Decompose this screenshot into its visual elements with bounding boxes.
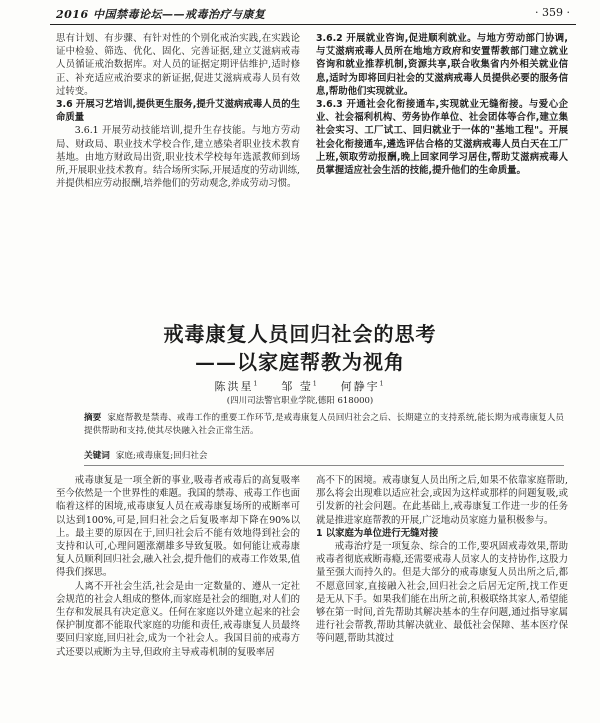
paragraph: 高不下的困境。戒毒康复人员出所之后,如果不依靠家庭帮助,那么将会出现难以适应社会,或因为这样或那样的问题复吸,或引发新的社会问题。在此基础上,戒毒康复工作进一步的任务就是推进家庭帮教的开展,广泛地动员家庭力量积极参与。	[316, 475, 568, 526]
abstract-separator	[84, 465, 564, 466]
paragraph: 戒毒康复是一项全新的事业,吸毒者戒毒后的高复吸率至今依然是一个世界性的难题。我国的禁毒、戒毒工作也面临着这样的困境,戒毒康复人员在戒毒康复场所的戒断率可以达到100%,可是,回归社会之后复吸率却下降在90%以上。最主要的原因在于,回归社会后不能有效地得到社会的支持和认可,心理问题涨潮雄多导致复吸。如何能让戒毒康复人员顺利回归社会,融入社会,提升他们的戒毒工作效果,值得我们探思。	[56, 475, 300, 579]
section-heading: 3.6.2 开展就业咨询,促进顺利就业。与地方劳动部门协调,与艾滋病戒毒人员所在地地方政府和安置帮教部门建立就业咨询和就业推荐机制,资源共享,联合收集省内外相关就业信息,适时为即将回归社会的艾滋病戒毒人员提供必要的服务信息,帮助他们实现就业。	[316, 33, 568, 97]
author-name: 邹 莹	[281, 380, 313, 393]
paragraph: 3.6.1 开展劳动技能培训,提升生存技能。与地方劳动局、财政局、职业技术学校合作,建立感染者职业技术教育基地。由地方财政局出资,职业技术学校每年选派教师到场所,开展职业技术教育。结合场所实际,开展适度的劳动训练,并提供相应劳动报酬,培养他们的劳动观念,养成劳动习惯。	[56, 125, 300, 190]
author-name: 陈洪星	[214, 380, 254, 393]
author-name: 何静宇	[340, 380, 380, 393]
body-right-column	[316, 474, 568, 646]
paragraph: 人离不开社会生活,社会是由一定数量的、遵从一定社会规范的社会人组成的整体,而家庭是社会的细胞,对人们的生存和发展具有决定意义。任何在家庭以外建立起来的社会保护制度都不能取代家庭的功能和责任,戒毒康复人员最终要回归家庭,回归社会,成为一个社会人。我国目前的戒毒方式还要以戒断为主导,但政府主导戒毒机制的复吸率居	[56, 580, 300, 658]
abstract	[84, 412, 564, 438]
section-heading: 3.6.3 开通社会化衔接通车,实现就业无缝衔接。与爱心企业、社会福利机构、劳务协作单位、社会团体等合作,建立集社会实习、工厂试工、回归就业于一体的"基地工程"。开展社会化衔接通车,遴选评估合格的艾滋病戒毒人员白天在工厂上班,领取劳动报酬,晚上回家同学习居住,帮助艾滋病戒毒人员掌握适应社会生活的技能,提升他们的生命质量。	[316, 99, 568, 177]
top-left-column	[56, 32, 300, 190]
author-mark: 1	[312, 380, 319, 388]
abstract-label: 摘要	[84, 413, 102, 423]
keywords-text: 家庭;戒毒康复;回归社会	[115, 451, 208, 461]
paragraph: 戒毒治疗是一项复杂、综合的工作,要巩固戒毒效果,帮助戒毒者彻底戒断毒瘾,还需要戒毒人员家人的支持协作,这股力量至强大而持久的。但是大部分的戒毒康复人员出所之后,都不愿意回家,直接融入社会,回归社会之后居无定所,找工作更是无从下手。如果我们能在出所之前,积极联络其家人,希望能够在第一时间,首先帮助其解决基本的生存问题,通过指导家属进行社会帮教,帮助其解决就业、最低社会保障、基本医疗保等问题,帮助其渡过	[316, 541, 568, 645]
article-subtitle: ——以家庭帮教为视角	[195, 350, 405, 374]
paragraph: 思有计划、有步骤、有针对性的个别化戒治实践,在实践论证中检验、筛选、优化、固化、完善证据,建立艾滋病戒毒人员循证戒治数据库。对人员的证据定期评估维护,适时修正、补充适应戒治要求的新证据,促进艾滋病戒毒人员有效过转变。	[56, 33, 300, 97]
author-mark: 1	[253, 380, 260, 388]
page-number: · 359 ·	[535, 6, 570, 19]
section-heading: 3.6 开展习艺培训,提供更生服务,提升艾滋病戒毒人员的生命质量	[56, 99, 300, 124]
section-heading: 1 以家庭为单位进行无缝对接	[316, 527, 439, 539]
keywords	[84, 449, 564, 461]
abstract-text: 家庭帮教是禁毒、戒毒工作的重要工作环节,是戒毒康复人员回归社会之后、长期建立的支持系统,能长期为戒毒康复人员提供帮助和支持,使其尽快融入社会正常生活。	[84, 413, 564, 436]
affiliation: (四川司法警官职业学院,德阳 618000)	[226, 396, 374, 406]
body-left-column	[56, 474, 300, 659]
author-list	[0, 378, 600, 394]
author-mark: 1	[379, 380, 386, 388]
article-title: 戒毒康复人员回归社会的思考	[163, 322, 437, 346]
top-right-column	[316, 32, 568, 177]
header-rule	[50, 24, 576, 25]
running-header-title: 2016 中国禁毒论坛——戒毒治疗与康复	[56, 8, 266, 21]
keywords-label: 关键词	[84, 451, 110, 461]
